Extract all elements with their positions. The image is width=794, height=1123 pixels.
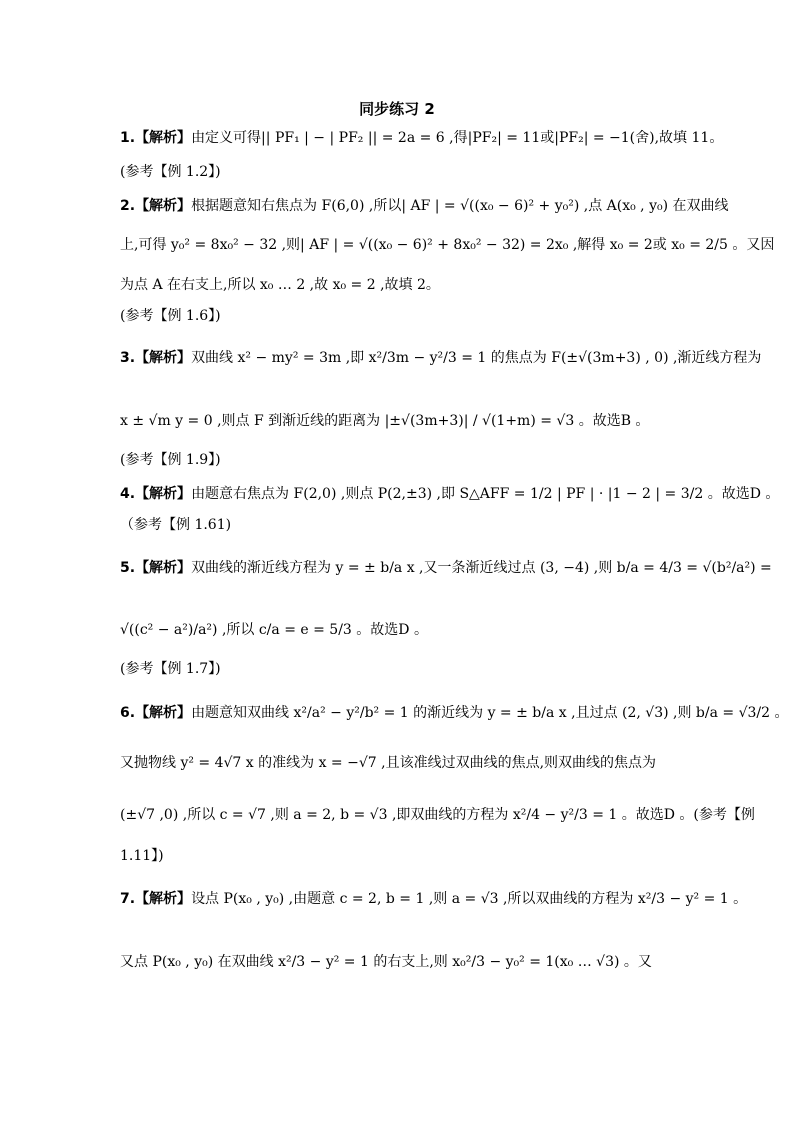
item-text: 由定义可得|| PF₁ | − | PF₂ || = 2a = 6 ,得|PF₂| = 11或|PF₂| = −1(舍),故填 11。 xyxy=(191,130,724,146)
reference-text: (参考【例 1.7】) xyxy=(120,661,221,677)
item-7 xyxy=(120,889,747,909)
reference-text: (参考【例 1.6】) xyxy=(120,308,221,324)
reference-text: (参考【例 1.2】) xyxy=(120,164,221,180)
item-text: 由题意右焦点为 F(2,0) ,则点 P(2,±3) ,即 S△AFF = 1/2 | PF | · |1 − 2 | = 3/2 。故选D 。 xyxy=(191,486,780,502)
item-text: 双曲线的渐近线方程为 y = ± b/a x ,又一条渐近线过点 (3, −4) ,则 b/a = 4/3 = √(b²/a²) = xyxy=(191,560,772,576)
item-2-line-3 xyxy=(120,275,440,295)
item-1 xyxy=(120,128,723,148)
item-text: 双曲线 x² − my² = 3m ,即 x²/3m − y²/3 = 1 的焦点为 F(±√(3m+3) , 0) ,渐近线方程为 xyxy=(191,350,762,366)
page-title: 同步练习 2 xyxy=(359,100,435,118)
item-text: 又抛物线 y² = 4√7 x 的准线为 x = −√7 ,且该准线过双曲线的焦点,则双曲线的焦点为 xyxy=(120,755,657,771)
item-number: 7. xyxy=(120,891,136,907)
analysis-tag: 【解析】 xyxy=(135,891,192,907)
item-number: 6. xyxy=(120,705,136,721)
item-2-line-2 xyxy=(120,235,774,255)
item-text: x ± √m y = 0 ,则点 F 到渐近线的距离为 |±√(3m+3)| / √(1+m) = √3 。故选B 。 xyxy=(120,413,650,429)
item-6 xyxy=(120,703,789,723)
reference-2 xyxy=(120,306,221,326)
item-3 xyxy=(120,348,761,368)
item-text: 又点 P(x₀ , y₀) 在双曲线 x²/3 − y² = 1 的右支上,则 x₀²/3 − y₀² = 1(x₀ … √3) 。又 xyxy=(120,954,652,970)
reference-5 xyxy=(120,659,221,679)
analysis-tag: 【解析】 xyxy=(135,560,192,576)
item-4 xyxy=(120,484,779,504)
item-text: 设点 P(x₀ , y₀) ,由题意 c = 2, b = 1 ,则 a = √3 ,所以双曲线的方程为 x²/3 − y² = 1 。 xyxy=(191,891,748,907)
reference-4 xyxy=(120,515,231,535)
reference-1 xyxy=(120,162,221,182)
item-3-line-2 xyxy=(120,411,649,431)
item-text: √((c² − a²)/a²) ,所以 c/a = e = 5/3 。故选D 。 xyxy=(120,622,428,638)
item-5 xyxy=(120,558,772,578)
analysis-tag: 【解析】 xyxy=(135,198,192,214)
analysis-tag: 【解析】 xyxy=(135,486,192,502)
item-number: 1. xyxy=(120,130,136,146)
item-number: 3. xyxy=(120,350,136,366)
reference-3 xyxy=(120,450,221,470)
item-text: 由题意知双曲线 x²/a² − y²/b² = 1 的渐近线为 y = ± b/a x ,且过点 (2, √3) ,则 b/a = √3/2 。 xyxy=(191,705,789,721)
item-5-line-2 xyxy=(120,620,428,640)
item-number: 2. xyxy=(120,198,136,214)
item-2 xyxy=(120,196,729,216)
analysis-tag: 【解析】 xyxy=(135,350,192,366)
item-7-line-2 xyxy=(120,952,652,972)
analysis-tag: 【解析】 xyxy=(135,705,192,721)
item-text: 根据题意知右焦点为 F(6,0) ,所以| AF | = √((x₀ − 6)² + y₀²) ,点 A(x₀ , y₀) 在双曲线 xyxy=(191,198,729,214)
reference-text: (参考【例 1.9】) xyxy=(120,452,221,468)
item-6-line-2 xyxy=(120,753,656,773)
item-number: 5. xyxy=(120,560,136,576)
reference-6 xyxy=(120,846,164,866)
reference-text: 1.11】) xyxy=(120,848,164,864)
item-text: 上,可得 y₀² = 8x₀² − 32 ,则| AF | = √((x₀ − 6)² + 8x₀² − 32) = 2x₀ ,解得 x₀ = 2或 x₀ = 2/5 。又因 xyxy=(120,237,775,253)
item-6-line-3 xyxy=(120,805,755,825)
analysis-tag: 【解析】 xyxy=(135,130,192,146)
item-number: 4. xyxy=(120,486,136,502)
item-text: 为点 A 在右支上,所以 x₀ … 2 ,故 x₀ = 2 ,故填 2。 xyxy=(120,277,440,293)
item-text: (±√7 ,0) ,所以 c = √7 ,则 a = 2, b = √3 ,即双曲线的方程为 x²/4 − y²/3 = 1 。故选D 。(参考【例 xyxy=(120,807,755,823)
reference-text: （参考【例 1.61) xyxy=(120,517,232,533)
